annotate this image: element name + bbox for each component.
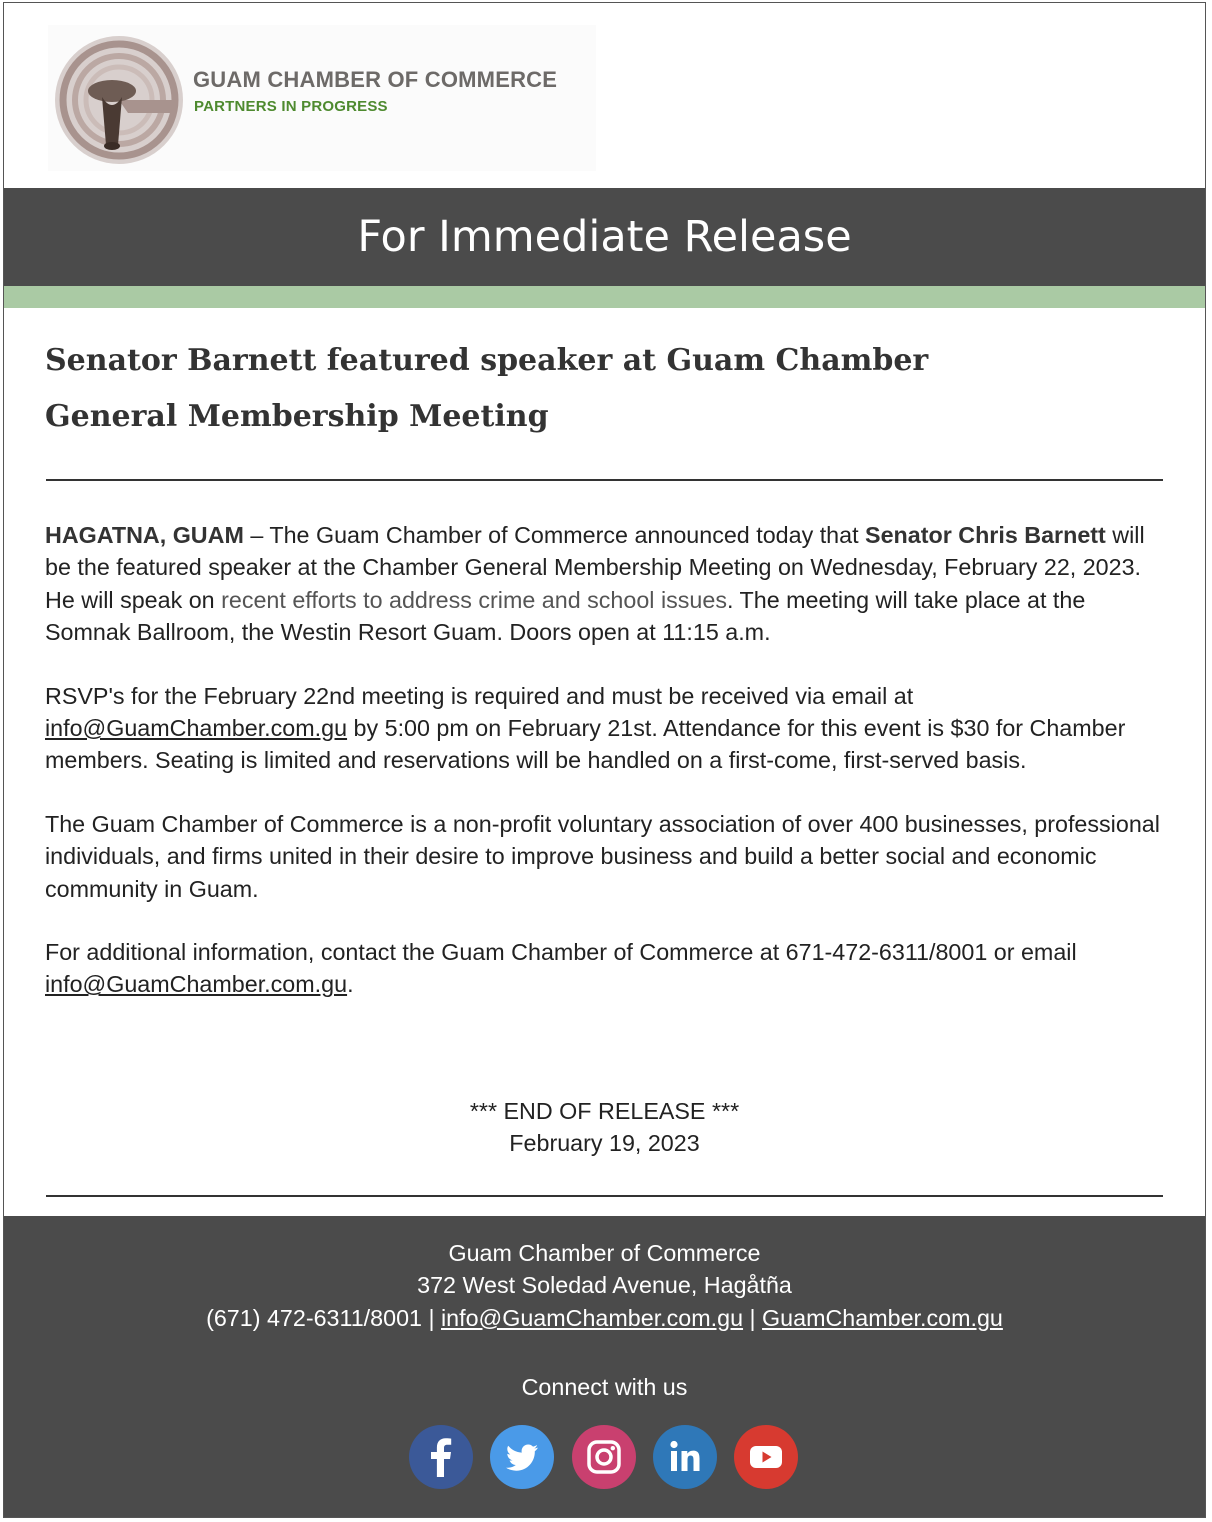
paragraph-text: . The meeting will take place at the Somnak Ballroom, the Westin Resort Guam. Doors open at 11:15 a.m. bbox=[45, 586, 1086, 646]
paragraph-rsvp bbox=[45, 680, 1165, 777]
release-banner bbox=[4, 188, 1205, 286]
headline-line-2: General Membership Meeting bbox=[45, 399, 549, 434]
dateline: HAGATNA, GUAM bbox=[45, 522, 244, 548]
social-links bbox=[409, 1425, 799, 1489]
end-marker: *** END OF RELEASE *** bbox=[469, 1098, 740, 1124]
release-date: February 19, 2023 bbox=[509, 1130, 700, 1157]
paragraph-text: will be the featured speaker at the Chamber General Membership Meeting on Wednesday, February 22, 2023. He will speak on bbox=[45, 522, 1145, 613]
chamber-logo bbox=[48, 25, 596, 171]
youtube-icon[interactable] bbox=[734, 1425, 798, 1489]
accent-strip bbox=[4, 286, 1205, 308]
paragraph-text: RSVP's for the February 22nd meeting is required and must be received via email at bbox=[45, 682, 914, 709]
release-banner-title: For Immediate Release bbox=[357, 212, 852, 262]
footer-contact-line bbox=[4, 1302, 1205, 1334]
footer-phone: (671) 472-6311/8001 bbox=[206, 1304, 422, 1331]
paragraph-text: by 5:00 pm on February 21st. Attendance for this event is $30 for Chamber members. Seating is limited and reservations will be handled on a first-come, first-served basis. bbox=[45, 715, 1126, 774]
speech-topic: recent efforts to address crime and school issues bbox=[221, 586, 727, 613]
rsvp-email-link[interactable]: info@GuamChamber.com.gu bbox=[45, 715, 348, 742]
paragraph-about: The Guam Chamber of Commerce is a non-profit voluntary association of over 400 businesses, professional individuals, and firms united in their desire to improve business and build a better social and economic community in Guam. bbox=[45, 810, 1160, 902]
linkedin-icon[interactable] bbox=[653, 1425, 717, 1489]
twitter-icon[interactable] bbox=[490, 1425, 554, 1489]
end-of-release bbox=[4, 1095, 1205, 1160]
footer-separator: | bbox=[421, 1304, 441, 1331]
release-body bbox=[45, 519, 1165, 1032]
connect-label: Connect with us bbox=[521, 1374, 688, 1400]
footer-org: Guam Chamber of Commerce bbox=[448, 1240, 761, 1266]
headline-line-1: Senator Barnett featured speaker at Guam Chamber bbox=[45, 343, 929, 378]
contact-email-link[interactable]: info@GuamChamber.com.gu bbox=[45, 971, 348, 998]
footer-email-link[interactable]: info@GuamChamber.com.gu bbox=[440, 1304, 744, 1331]
chamber-emblem-icon bbox=[52, 33, 186, 167]
divider-bottom bbox=[46, 1195, 1163, 1197]
paragraph-text: . bbox=[347, 971, 354, 998]
logo-name: GUAM CHAMBER OF COMMERCE bbox=[193, 67, 558, 92]
paragraph-contact bbox=[45, 936, 1165, 1001]
instagram-icon[interactable] bbox=[572, 1425, 636, 1489]
paragraph-announcement bbox=[45, 519, 1165, 649]
footer-website-link[interactable]: GuamChamber.com.gu bbox=[762, 1304, 1003, 1331]
paragraph-text: – The Guam Chamber of Commerce announced today that bbox=[243, 522, 866, 548]
logo-tagline: PARTNERS IN PROGRESS bbox=[194, 98, 388, 115]
speaker-name: Senator Chris Barnett bbox=[865, 522, 1106, 548]
divider-top bbox=[46, 479, 1163, 481]
press-release-email bbox=[3, 2, 1206, 1518]
footer-address: 372 West Soledad Avenue, Hagåtña bbox=[417, 1272, 792, 1299]
footer-contact bbox=[4, 1237, 1205, 1334]
paragraph-text: For additional information, contact the Guam Chamber of Commerce at 671-472-6311/8001 or email bbox=[45, 939, 1077, 966]
headline bbox=[45, 333, 1055, 445]
footer-separator: | bbox=[743, 1304, 763, 1331]
facebook-icon[interactable] bbox=[409, 1425, 473, 1489]
